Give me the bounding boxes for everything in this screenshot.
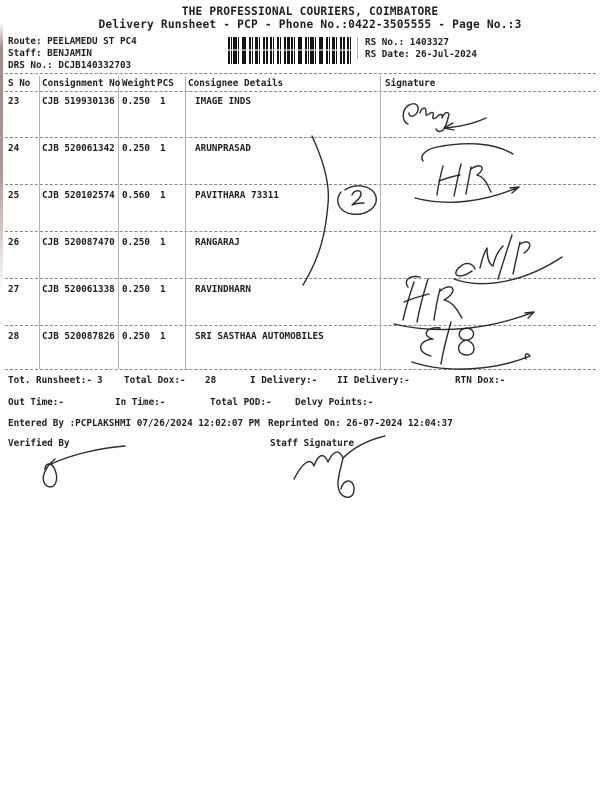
staff-signature-mark <box>288 433 403 503</box>
col-header-weight: Weight <box>122 78 156 89</box>
row-consignment: CJB 519930136 <box>42 96 115 107</box>
row-pcs: 1 <box>160 284 166 295</box>
row-weight: 0.250 <box>122 96 150 107</box>
row-weight: 0.250 <box>122 284 150 295</box>
i-delivery-label: I Delivery:- <box>250 375 318 386</box>
row-consignee: IMAGE INDS <box>195 96 251 107</box>
runsheet-subtitle: Delivery Runsheet - PCP - Phone No.:0422-3505555 - Page No.:3 <box>98 18 522 31</box>
route-line: Route: PEELAMEDU ST PC4 <box>8 36 137 47</box>
row-consignee: RAVINDHARN <box>195 284 251 295</box>
row-sno: 25 <box>8 190 20 201</box>
column-divider <box>118 76 119 369</box>
row-sno: 24 <box>8 143 20 154</box>
tot-runsheet-label: Tot. Runsheet:- <box>8 375 92 386</box>
col-header-consignment: Consignment No <box>42 78 121 89</box>
out-time-label: Out Time:- <box>8 397 64 408</box>
row-weight: 0.250 <box>122 237 150 248</box>
row-consignment: CJB 520087470 <box>42 237 115 248</box>
row-consignment: CJB 520102574 <box>42 190 115 201</box>
total-pod-label: Total POD:- <box>210 397 272 408</box>
rtn-dox-label: RTN Dox:- <box>455 375 506 386</box>
in-time-label: In Time:- <box>115 397 166 408</box>
signature-row-24 <box>407 140 527 202</box>
total-dox-label: Total Dox:- <box>124 375 186 386</box>
col-header-sno: S No <box>8 78 31 89</box>
row-sno: 23 <box>8 96 20 107</box>
verified-by-signature <box>28 437 133 489</box>
signature-brace-rows-24-25 <box>288 134 388 288</box>
row-pcs: 1 <box>160 96 166 107</box>
total-dox-value: 28 <box>205 375 217 386</box>
rs-block-divider <box>357 37 358 59</box>
signature-row-28 <box>404 319 536 371</box>
row-weight: 0.250 <box>122 331 150 342</box>
row-sno: 26 <box>8 237 20 248</box>
staff-line: Staff: BENJAMIN <box>8 48 92 59</box>
row-weight: 0.560 <box>122 190 150 201</box>
row-sno: 27 <box>8 284 20 295</box>
reprinted-on-line: Reprinted On: 26-07-2024 12:04:37 <box>268 418 453 429</box>
row-pcs: 1 <box>160 143 166 154</box>
staff-signature-label: Staff Signature <box>270 438 354 449</box>
row-pcs: 1 <box>160 237 166 248</box>
scan-edge-artifact <box>0 22 3 294</box>
row-consignment: CJB 520087826 <box>42 331 115 342</box>
verified-by-label: Verified By <box>8 438 70 449</box>
drs-no-line: DRS No.: DCJB140332703 <box>8 60 132 71</box>
row-consignment: CJB 520061338 <box>42 284 115 295</box>
row-sno: 28 <box>8 331 20 342</box>
tot-runsheet-value: 3 <box>97 375 103 386</box>
divider-dashed <box>5 91 596 92</box>
company-title: THE PROFESSIONAL COURIERS, COIMBATORE <box>181 5 439 18</box>
row-consignment: CJB 520061342 <box>42 143 115 154</box>
col-header-pcs: PCS <box>157 78 174 89</box>
ii-delivery-label: II Delivery:- <box>337 375 410 386</box>
column-divider <box>39 76 40 369</box>
row-consignee: RANGARAJ <box>195 237 240 248</box>
column-divider <box>185 76 186 369</box>
row-pcs: 1 <box>160 190 166 201</box>
row-consignee: ARUNPRASAD <box>195 143 251 154</box>
row-consignee: SRI SASTHAA AUTOMOBILES <box>195 331 324 342</box>
barcode-scan-gap <box>228 49 352 51</box>
row-consignee: PAVITHARA 73311 <box>195 190 279 201</box>
col-header-consignee: Consignee Details <box>188 78 284 89</box>
entered-by-line: Entered By :PCPLAKSHMI 07/26/2024 12:02:07 PM <box>8 418 260 429</box>
row-weight: 0.250 <box>122 143 150 154</box>
delvy-points-label: Delvy Points:- <box>295 397 374 408</box>
col-header-signature: Signature <box>385 78 436 89</box>
signature-row-23 <box>398 98 498 140</box>
divider-dashed <box>5 73 596 74</box>
rs-no-line: RS No.: 1403327 <box>365 37 449 48</box>
rs-date-line: RS Date: 26-Jul-2024 <box>365 49 477 60</box>
row-pcs: 1 <box>160 331 166 342</box>
